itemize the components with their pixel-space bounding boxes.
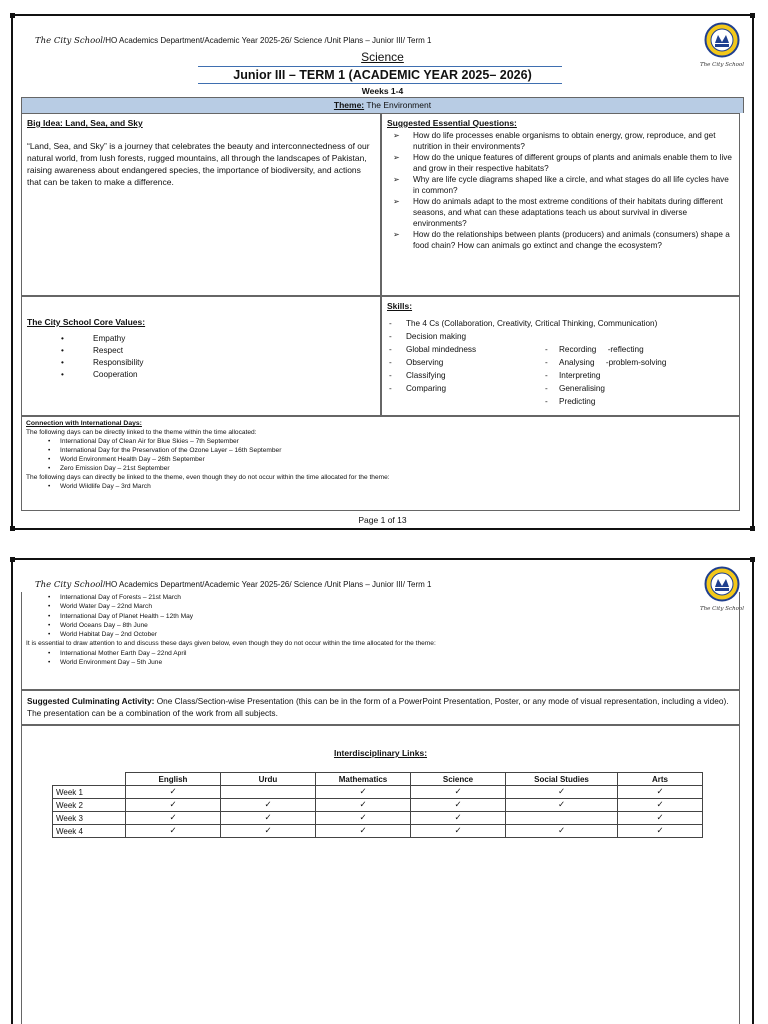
essential-questions-list xyxy=(387,130,734,251)
essential-questions-cell xyxy=(381,113,740,296)
page-corner-mark xyxy=(10,557,15,562)
title-rule xyxy=(198,66,562,67)
interdisciplinary-links-table xyxy=(52,772,703,838)
international-day-item: • International Day of Forests – 21st March xyxy=(26,593,735,602)
international-days-intro: The following days can directly be linked to the theme, even though they do not occur within the time allocated for the theme: xyxy=(26,474,390,481)
big-idea-heading: Big Idea: Land, Sea, and Sky xyxy=(27,118,143,128)
document-header-path xyxy=(35,36,432,46)
header-path-text: /HO Academics Department/Academic Year 2025-26/ Science /Unit Plans – Junior III/ Term 1 xyxy=(103,580,432,589)
checkmark-cell: ✓ xyxy=(506,825,618,838)
essential-question: ➢ How do the relationships between plants (producers) and animals (consumers) shape a food chain? How can animals go extinct and change the ecosystem? xyxy=(387,229,734,251)
checkmark-cell: ✓ xyxy=(316,799,411,812)
table-row xyxy=(53,812,703,825)
logo-caption: The City School xyxy=(699,62,744,68)
column-header: Science xyxy=(411,773,506,786)
weeks-label: Weeks 1-4 xyxy=(361,86,404,96)
checkmark-cell: ✓ xyxy=(411,812,506,825)
checkmark-cell: ✓ xyxy=(221,799,316,812)
international-days-list xyxy=(26,649,735,668)
skill-item: - Decision making xyxy=(387,330,734,343)
international-days-heading: Connection with International Days: xyxy=(26,420,142,427)
international-day-item: • International Day of Planet Health – 12th May xyxy=(26,612,735,621)
international-days-list xyxy=(26,482,735,491)
page-corner-mark xyxy=(10,526,15,531)
international-day-item: • International Mother Earth Day – 22nd April xyxy=(26,649,735,658)
column-header: Arts xyxy=(618,773,703,786)
page-number: Page 1 of 13 xyxy=(358,515,407,525)
column-header: English xyxy=(126,773,221,786)
theme-label: Theme: xyxy=(333,100,365,110)
international-day-item: • World Oceans Day – 8th June xyxy=(26,621,735,630)
week-cell: Week 4 xyxy=(53,825,126,838)
column-header: Urdu xyxy=(221,773,316,786)
essential-question: ➢ How do the unique features of different groups of plants and animals enable them to live and grow in their respective habitats? xyxy=(387,152,734,174)
checkmark-cell: ✓ xyxy=(411,799,506,812)
big-idea-cell xyxy=(21,113,381,296)
skill-item: - Observing xyxy=(387,356,537,369)
skills-cell xyxy=(381,296,740,416)
week-cell: Week 1 xyxy=(53,786,126,799)
culminating-activity-label: Suggested Culminating Activity: xyxy=(27,696,155,706)
column-header: Social Studies xyxy=(506,773,618,786)
international-day-item: • World Habitat Day – 2nd October xyxy=(26,630,735,639)
skill-item: - Comparing xyxy=(387,382,537,395)
international-days-intro: The following days can be directly linked to the theme within the time allocated: xyxy=(26,429,257,436)
checkmark-cell: ✓ xyxy=(506,786,618,799)
subject-heading: Science xyxy=(361,50,404,64)
checkmark-cell xyxy=(221,786,316,799)
international-day-item: • Zero Emission Day – 21st September xyxy=(26,464,735,473)
page-title: Junior III – TERM 1 (ACADEMIC YEAR 2025– 2026) xyxy=(233,68,532,82)
core-values-cell xyxy=(21,296,381,416)
international-day-item: • World Environment Day – 5th June xyxy=(26,658,735,667)
skill-item: - Generalising xyxy=(543,382,743,395)
checkmark-cell: ✓ xyxy=(506,799,618,812)
checkmark-cell: ✓ xyxy=(618,825,703,838)
checkmark-cell: ✓ xyxy=(316,786,411,799)
header-path-text: /HO Academics Department/Academic Year 2025-26/ Science /Unit Plans – Junior III/ Term 1 xyxy=(103,36,432,45)
column-header: Mathematics xyxy=(316,773,411,786)
skill-item: - Recording -reflecting xyxy=(543,343,743,356)
checkmark-cell: ✓ xyxy=(618,799,703,812)
table-row xyxy=(53,799,703,812)
table-row xyxy=(53,786,703,799)
week-cell: Week 3 xyxy=(53,812,126,825)
page-corner-mark xyxy=(750,557,755,562)
international-days-list xyxy=(26,593,735,639)
table-row xyxy=(53,825,703,838)
skill-item: - The 4 Cs (Collaboration, Creativity, Critical Thinking, Communication) xyxy=(387,317,734,330)
international-days-cell xyxy=(21,416,740,511)
big-idea-text: “Land, Sea, and Sky” is a journey that celebrates the beauty and interconnectedness of our natural world, from lush forests, rugged mountains, all through the landscapes of Pakistan, raising awareness about endangered species, the importance of biodiversity, and actions that can be taken to make a difference. xyxy=(27,141,370,187)
essential-question: ➢ How do life processes enable organisms to obtain energy, grow, reproduce, and get nutrition in their environments? xyxy=(387,130,734,152)
document-page-2 xyxy=(11,558,754,1024)
theme-banner xyxy=(21,97,744,113)
skill-item: - Global mindedness xyxy=(387,343,537,356)
checkmark-cell: ✓ xyxy=(411,786,506,799)
skill-item: - Predicting xyxy=(543,395,743,408)
essential-questions-heading: Suggested Essential Questions: xyxy=(387,118,517,128)
logo-caption: The City School xyxy=(699,606,744,612)
school-name-script: The City School xyxy=(35,580,104,590)
checkmark-cell: ✓ xyxy=(316,825,411,838)
skill-item: - Classifying xyxy=(387,369,537,382)
checkmark-cell: ✓ xyxy=(411,825,506,838)
page-corner-mark xyxy=(750,13,755,18)
international-days-intro: It is essential to draw attention to and discuss these days given below, even though they do not occur within the time allocated for the theme: xyxy=(26,640,436,648)
essential-question: ➢ Why are life cycle diagrams shaped like a circle, and what stages do all life cycles have in common? xyxy=(387,174,734,196)
international-day-item: • World Water Day – 22nd March xyxy=(26,602,735,611)
international-day-item: • International Day of Clean Air for Blue Skies – 7th September xyxy=(26,437,735,446)
international-day-item: • World Environment Health Day – 26th September xyxy=(26,455,735,464)
week-cell: Week 2 xyxy=(53,799,126,812)
core-value-item: • Respect xyxy=(27,345,375,357)
document-page-1 xyxy=(11,14,754,530)
theme-value: The Environment xyxy=(364,100,432,110)
page-corner-mark xyxy=(750,526,755,531)
core-values-heading: The City School Core Values: xyxy=(27,317,146,327)
page-corner-mark xyxy=(10,13,15,18)
checkmark-cell: ✓ xyxy=(221,825,316,838)
checkmark-cell: ✓ xyxy=(316,812,411,825)
checkmark-cell: ✓ xyxy=(126,799,221,812)
skill-item: - Interpreting xyxy=(543,369,743,382)
checkmark-cell xyxy=(506,812,618,825)
title-rule xyxy=(198,83,562,84)
international-day-item: • International Day for the Preservation of the Ozone Layer – 16th September xyxy=(26,446,735,455)
core-value-item: • Responsibility xyxy=(27,357,375,369)
interdisciplinary-links-cell xyxy=(21,725,740,1024)
essential-question: ➢ How do animals adapt to the most extreme conditions of their habitats during different seasons, and what can these adaptations teach us about survival in diverse environments? xyxy=(387,196,734,229)
checkmark-cell: ✓ xyxy=(221,812,316,825)
core-value-item: • Empathy xyxy=(27,333,375,345)
table-corner-cell xyxy=(53,773,126,786)
core-values-list xyxy=(27,333,375,381)
skills-heading: Skills: xyxy=(387,301,413,311)
international-days-list xyxy=(26,437,735,473)
school-name-script: The City School xyxy=(35,36,104,46)
international-day-item: • World Wildlife Day – 3rd March xyxy=(26,482,735,491)
culminating-activity-cell xyxy=(21,690,740,725)
interdisciplinary-links-title: Interdisciplinary Links: xyxy=(333,748,428,758)
checkmark-cell: ✓ xyxy=(618,812,703,825)
core-value-item: • Cooperation xyxy=(27,369,375,381)
checkmark-cell: ✓ xyxy=(126,812,221,825)
document-header-path xyxy=(35,580,432,590)
checkmark-cell: ✓ xyxy=(618,786,703,799)
checkmark-cell: ✓ xyxy=(126,786,221,799)
table-header-row xyxy=(53,773,703,786)
skill-item: - Analysing -problem-solving xyxy=(543,356,743,369)
international-days-continued-cell xyxy=(21,592,740,690)
culminating-activity-text: One Class/Section-wise Presentation (this can be in the form of a PowerPoint Presentation, Poster, or any mode of visual representation, including a video). The presentation can be a combination of the work from all subjects. xyxy=(27,696,729,718)
checkmark-cell: ✓ xyxy=(126,825,221,838)
